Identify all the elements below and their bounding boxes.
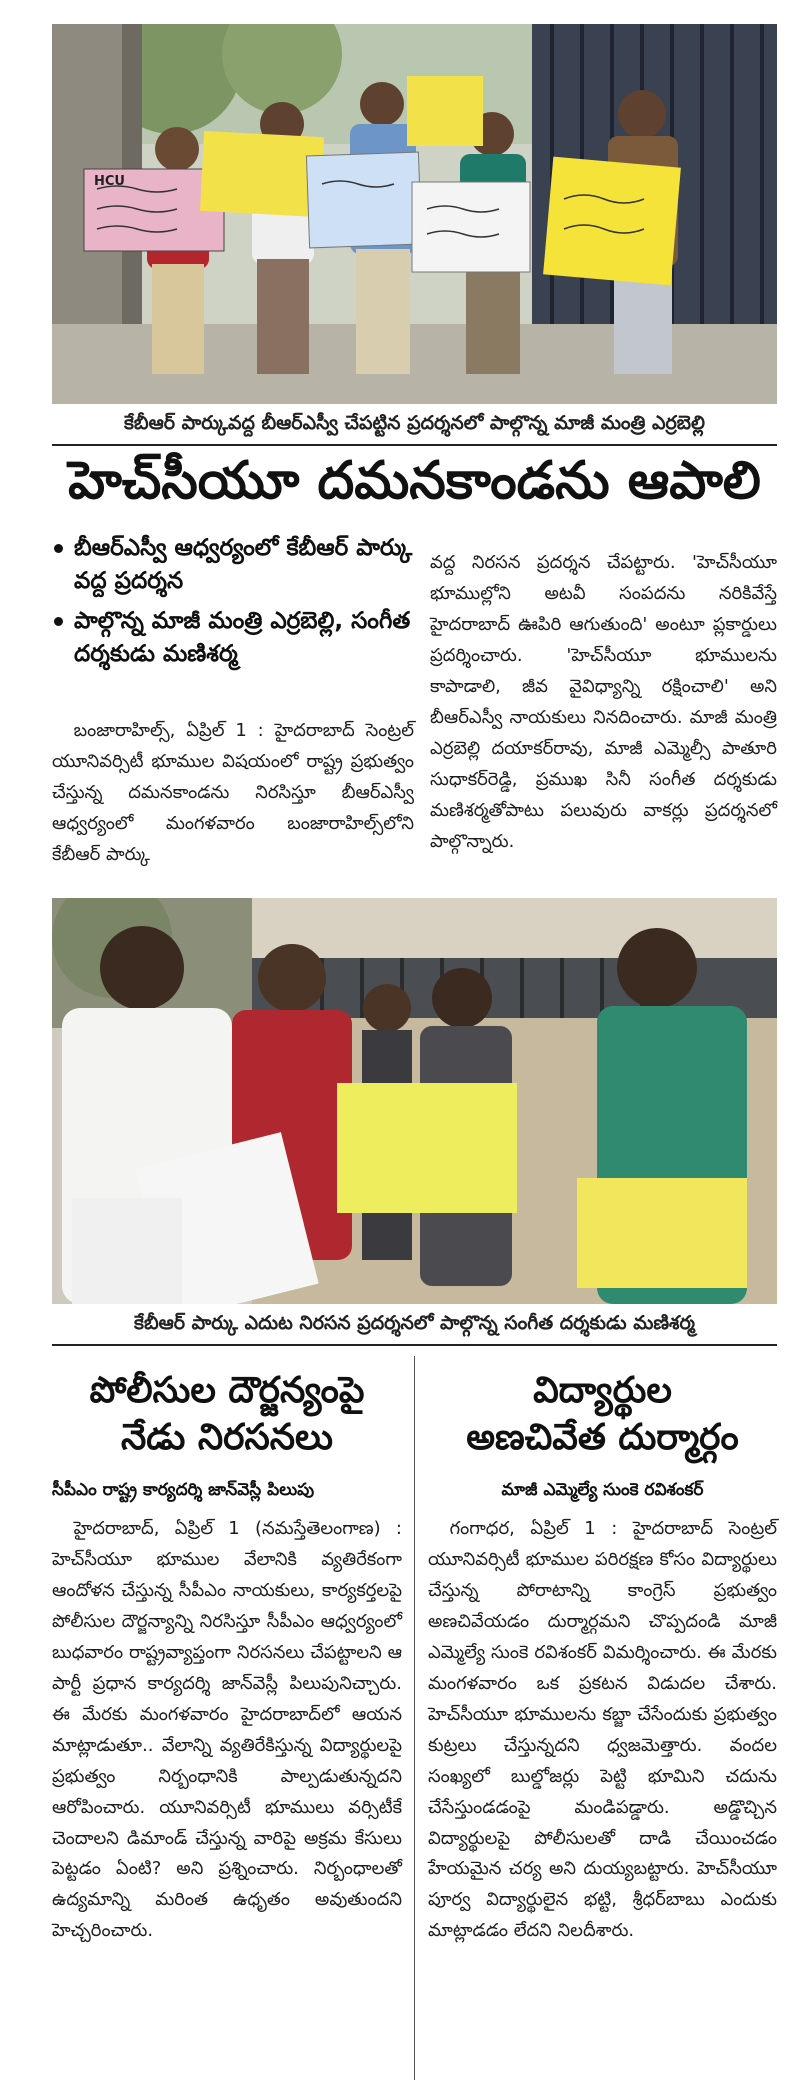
story1-right-text: వద్ద నిరసన ప్రదర్శన చేపట్టారు. 'హెచ్‌సీయూ భూముల్లోని అటవీ సంపదను నరికివేస్తే హైదరాబాద్ ఊపిరి ఆగుతుంది' అంటూ ప్లకార్డులు ప్రదర్శించారు. 'హెచ్‌సీయూ భూములను కాపాడాలి, జీవ వైవిధ్యాన్ని రక్షించాలి' అని బీఆర్ఎస్వీ నాయకులు నినదించారు. మాజీ మంత్రి ఎర్రబెల్లి దయాకర్‌రావు, మాజీ ఎమ్మెల్సీ పాతూరి సుధాకర్‌రెడ్డి, ప్రముఖ సినీ సంగీత దర్శకుడు మణిశర్మతోపాటు పలువురు వాకర్లు ప్రదర్శనలో పాల్గొన్నారు.: [430, 552, 777, 852]
photo-caption-top: కేబీఆర్ పార్కువద్ద బీఆర్ఎస్వీ చేపట్టిన ప్రదర్శనలో పాల్గొన్న మాజీ మంత్రి ఎర్రబెల్లి: [124, 412, 705, 434]
story2-headline: [52, 1368, 402, 1462]
summary-bullets: [52, 532, 414, 677]
main-headline: హెచ్‌సీయూ దమనకాండను ఆపాలి: [68, 451, 761, 511]
story3-byline: మాజీ ఎమ్మెల్యే సుంకె రవిశంకర్: [501, 1480, 704, 1500]
bullet-item: బీఆర్ఎస్వీ ఆధ్వర్యంలో కేబీఆర్ పార్కు వద్ద ప్రదర్శన: [52, 532, 414, 599]
story3-headline-line1: విద్యార్థుల: [533, 1370, 672, 1411]
story2-byline: సీపీఎం రాష్ట్ర కార్యదర్శి జాన్‌వెస్లీ పిలుపు: [52, 1480, 315, 1500]
protest-photo-top: [52, 24, 777, 404]
column-divider: [414, 1356, 415, 2080]
story3-headline: [428, 1368, 777, 1462]
story2-headline-line2: నేడు నిరసనలు: [120, 1416, 334, 1458]
story2-body: హైదరాబాద్, ఏప్రిల్ 1 (నమస్తేతెలంగాణ) : హెచ్‌సీయూ భూముల వేలానికి వ్యతిరేకంగా ఆందోళన చేస్తున్న సీపీఎం నాయకులు, కార్యకర్తలపై పోలీసుల దౌర్జన్యాన్ని నిరసిస్తూ సీపీఎం ఆధ్వర్యంలో బుధవారం రాష్ట్రవ్యాప్తంగా నిరసనలు చేపట్టాలని ఆ పార్టీ ప్రధాన కార్యదర్శి జాన్‌వెస్లీ పిలుపునిచ్చారు. ఈ మేరకు మంగళవారం హైదరాబాద్‌లో ఆయన మాట్లాడుతూ.. వేలాన్ని వ్యతిరేకిస్తున్న విద్యార్థులపై ప్రభుత్వం నిర్బంధానికి పాల్పడుతున్నదని ఆరోపించారు. యూనివర్సిటీ భూములు వర్సిటీకే చెందాలని డిమాండ్ చేస్తున్న వారిపై అక్రమ కేసులు పెట్టడం ఏంటి? అని ప్రశ్నించారు. నిర్బంధాలతో ఉద్యమాన్ని మరింత ఉధృతం అవుతుందని హెచ్చరించారు.: [52, 1518, 402, 1942]
story3-headline-line2: అణచివేత దుర్మార్గం: [466, 1416, 739, 1458]
bullet-item: పాల్గొన్న మాజీ మంత్రి ఎర్రబెల్లి, సంగీత దర్శకుడు మణిశర్మ: [52, 605, 414, 672]
story3-body: గంగాధర, ఏప్రిల్ 1 : హైదరాబాద్ సెంట్రల్ యూనివర్సిటీ భూముల పరిరక్షణ కోసం విద్యార్థులు చేస్తున్న పోరాటాన్ని కాంగ్రెస్ ప్రభుత్వం అణచివేయడం దుర్మార్గమని చొప్పదండి మాజీ ఎమ్మెల్యే సుంకె రవిశంకర్ విమర్శించారు. ఈ మేరకు మంగళవారం ఒక ప్రకటన విడుదల చేశారు. హెచ్‌సీయూ భూములను కబ్జా చేసేందుకు ప్రభుత్వం కుట్రలు చేస్తున్నదని ధ్వజమెత్తారు. వందల సంఖ్యలో బుల్డోజర్లు పెట్టి భూమిని చదును చేసేస్తుండడంపై మండిపడ్డారు. అడ్డొచ్చిన విద్యార్థులపై పోలీసులతో దాడి చేయించడం హేయమైన చర్య అని దుయ్యబట్టారు. హెచ్‌సీయూ పూర్వ విద్యార్థులైన భట్టి, శ్రీధర్‌బాబు ఎందుకు మాట్లాడడం లేదని నిలదీశారు.: [428, 1518, 777, 1942]
protest-photo-middle: [52, 898, 777, 1304]
divider-middle: [52, 1344, 777, 1346]
story1-left-text: బంజారాహిల్స్, ఏప్రిల్ 1 : హైదరాబాద్ సెంట్రల్ యూనివర్సిటీ భూముల విషయంలో రాష్ట్ర ప్రభుత్వం చేస్తున్న దమనకాండను నిరసిస్తూ బీఆర్ఎస్వీ ఆధ్వర్యంలో మంగళవారం బంజారాహిల్స్‌లోని కేబీఆర్ పార్కు: [52, 720, 414, 865]
story2-headline-line1: పోలీసుల దౌర్జన్యంపై: [89, 1370, 365, 1411]
placard-text-hcu: HCU: [94, 174, 125, 189]
photo-caption-middle: కేబీఆర్ పార్కు ఎదుట నిరసన ప్రదర్శనలో పాల్గొన్న సంగీత దర్శకుడు మణిశర్మ: [134, 1312, 695, 1334]
divider-top: [52, 444, 777, 446]
